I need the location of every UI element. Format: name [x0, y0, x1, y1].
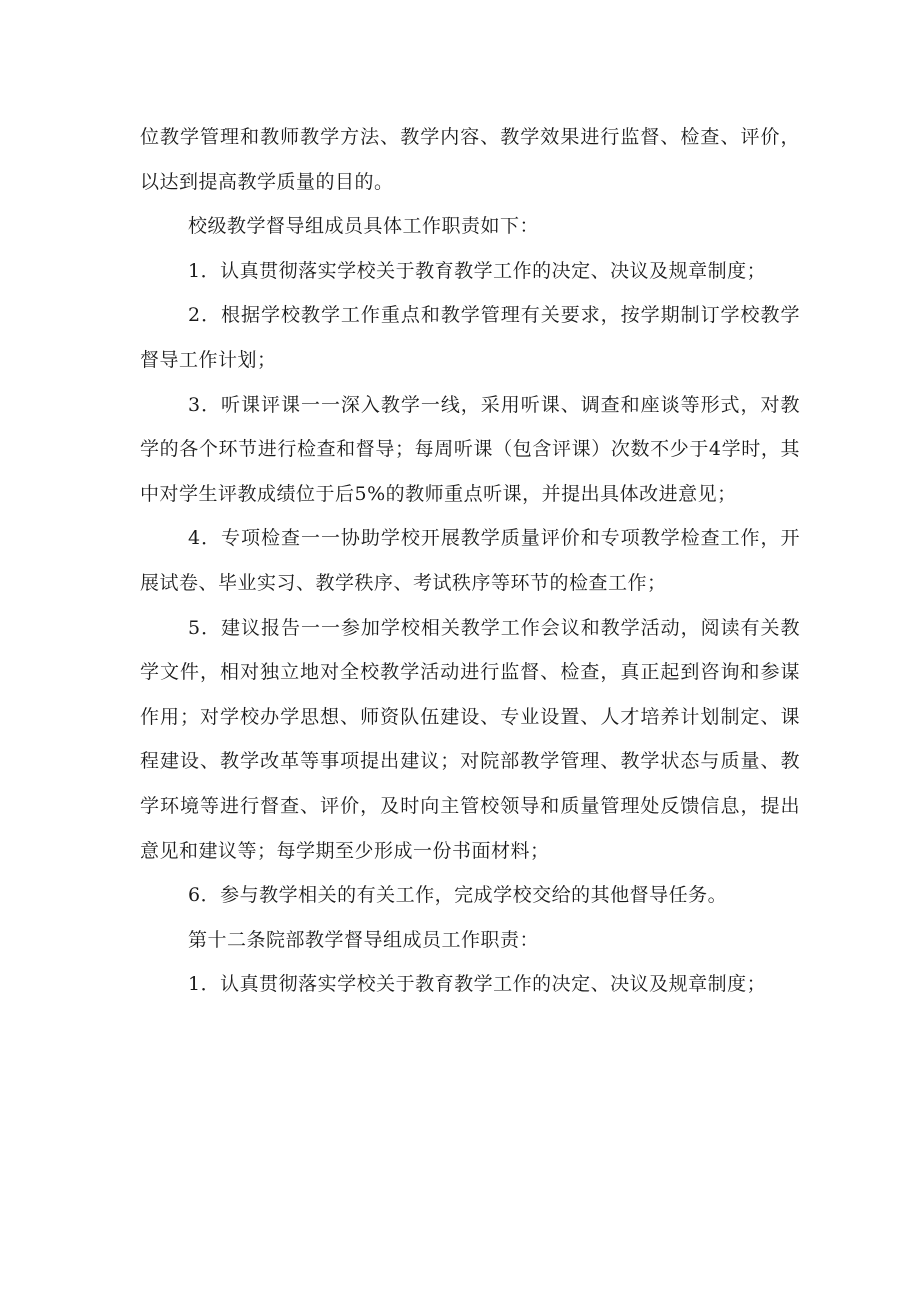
paragraph-item-5: 5．建议报告一一参加学校相关教学工作会议和教学活动，阅读有关教学文件，相对独立地对全校教学活动进行监督、检查，真正起到咨询和参谋作用；对学校办学思想、师资队伍建设、专业设置、人才培养计划制定、课程建设、教学改革等事项提出建议；对院部教学管理、教学状态与质量、教学环境等进行督查、评价，及时向主管校领导和质量管理处反馈信息，提出意见和建议等；每学期至少形成一份书面材料；	[140, 616, 800, 862]
paragraph-item-1: 1．认真贯彻落实学校关于教育教学工作的决定、决议及规章制度；	[188, 259, 767, 282]
paragraph-article-12-item-1: 1．认真贯彻落实学校关于教育教学工作的决定、决议及规章制度；	[188, 973, 767, 996]
paragraph-item-3: 3．听课评课一一深入教学一线，采用听课、调查和座谈等形式，对教学的各个环节进行检查和督导；每周听课（包含评课）次数不少于4学时，其中对学生评教成绩位于后5%的教师重点听课，并提出具体改进意见；	[140, 393, 800, 505]
document-body	[140, 115, 800, 1007]
paragraph-continuation: 位教学管理和教师教学方法、教学内容、教学效果进行监督、检查、评价，以达到提高教学质量的目的。	[140, 126, 800, 193]
paragraph-article-12: 第十二条院部教学督导组成员工作职责：	[188, 928, 540, 951]
paragraph-item-4: 4．专项检查一一协助学校开展教学质量评价和专项教学检查工作，开展试卷、毕业实习、教学秩序、考试秩序等环节的检查工作；	[140, 527, 800, 594]
paragraph-duties-intro: 校级教学督导组成员具体工作职责如下：	[188, 215, 540, 238]
paragraph-item-2: 2．根据学校教学工作重点和教学管理有关要求，按学期制订学校教学督导工作计划；	[140, 304, 800, 371]
paragraph-item-6: 6．参与教学相关的有关工作，完成学校交给的其他督导任务。	[188, 884, 728, 907]
